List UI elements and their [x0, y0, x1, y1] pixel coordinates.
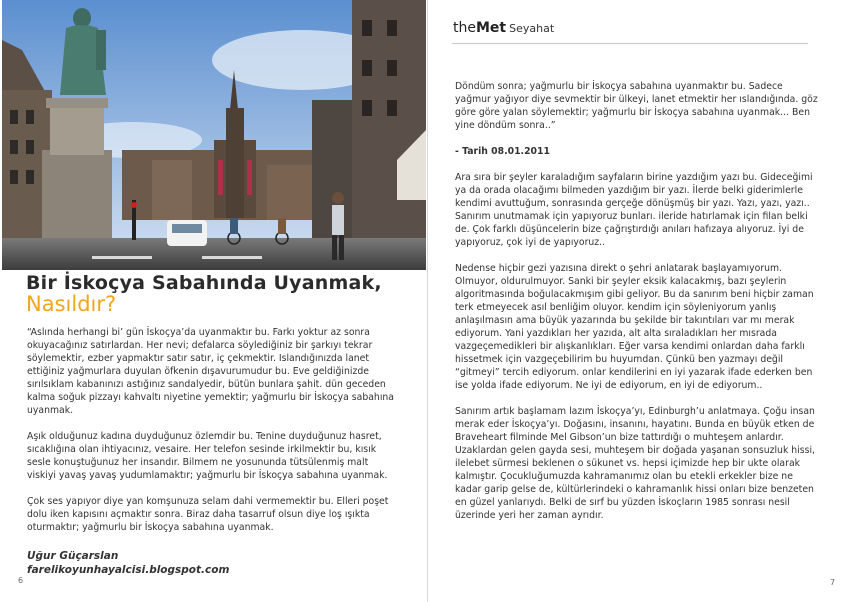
brand-prefix: the	[453, 20, 476, 36]
left-paragraph-2: Aşık olduğunuz kadına duyduğunuz özlemdir bu. Tenine duyduğunuz hasret, sıcaklığına olan ihtiyacınız, vesaire. Her telefon sesinde irkilmektir bu, kısık sesle konuştuğunuz her insandır. Bilmem ne yosununda tütsülenmiş malt viskiyi yavaş yavaş yudumlamaktır; yağmurlu bir İskoçya sabahına uyanmak.	[27, 431, 388, 481]
page-number-left: 6	[18, 576, 24, 585]
edinburgh-photo	[2, 0, 426, 270]
right-paragraph-4: Sanırım artık başlamam lazım İskoçya’yı, Edinburgh’u anlatmaya. Çoğu insan merak eder İskoçya’yı. Doğasını, insanını, hayatını. Bunda en büyük etken de Braveheart filminde Mel Gibson’un bize tattırdığı o muhteşem anlardır. Uzaklardan gelen gayda sesi, muhteşem bir doğada yaşanan sonsuzluk hissi, ilelebet sürmesi beklenen o sükunet vs. hepsi içimizde hep bir ukte olarak kalmıştır. Çocukluğumuzda kahramanımız olan bu etekli erkekler bize ne kadar garip gelse de, kültürlerindeki o kahramanlık hissi onları bize benzeten en güzel yanlarıydı. Belki de sırf bu yüzden İskoçların 1985 sonrası nesil üzerinde yeri her zaman ayrıdır.	[455, 406, 815, 521]
page-number-right: 7	[830, 578, 836, 587]
left-paragraph-1: “Aslında herhangi bi’ gün İskoçya’da uyanmaktır bu. Farkı yoktur az sonra okuyacağınız satırlardan. Her nevi; defalarca söylediğiniz bir şarkıyı tekrar söylemektir, ezber yapmaktır satır satır, iç çekmektir. Islandığınızda lanet ettiğiniz yağmurlara duyulan öfkenin dışavurumudur bu. Eve geldiğinizde sırılsıklam kabanınızı astığınız sandalyedir, bütün bunlara şahit. dün geceden kalma soğuk pizzayı kahvaltı niyetine yemektir; yağmurlu bir İskoçya sabahına uyanmak.	[27, 327, 394, 416]
article-title-line2: Nasıldır?	[26, 292, 117, 316]
magazine-brand	[453, 20, 554, 36]
right-paragraph-1: Döndüm sonra; yağmurlu bir İskoçya sabahına uyanmaktır bu. Sadece yağmur yağıyor diye sevmektir bir ülkeyi, lanet etmektir her ıslandığında. göz göre göre yalan söylemektir; yağmurlu bir İskoçya sabahına uyanmak... Ben yine döndüm sonra..”	[455, 81, 818, 131]
right-paragraph-2: Ara sıra bir şeyler karaladığım sayfaların birine yazdığım yazı bu. Gideceğimi ya da orada olacağımı bilmeden yazdığım bir yazı. İlerde belki giderimlerle kendimi avuttuğum, sonrasında gerçeğe dönüşmüş bir yazı. Yazı, yazı, yazı.. Sanırım unutmamak için yapıyoruz bunları. ileride hatırlamak için filan belki de. Çok farklı düşüncelerin bize çağrıştırdığı anıları hafızaya alıyoruz. İyi de yapıyoruz, çok iyi de yapıyoruz..	[455, 172, 813, 248]
left-paragraph-3: Çok ses yapıyor diye yan komşunuza selam dahi vermemektir bu. Elleri poşet dolu iken kapısını açmaktır sonra. Biraz daha tasarruf olsun diye loş ışıkta oturmaktır; yağmurlu bir İskoçya sabahına uyanmak.	[27, 496, 389, 533]
header-divider	[452, 43, 808, 44]
article-title-line1: Bir İskoçya Sabahında Uyanmak,	[26, 272, 382, 294]
author-name: Uğur Güçarslan	[27, 550, 119, 562]
author-block	[27, 549, 229, 577]
right-body-text	[455, 80, 818, 522]
right-paragraph-3: Nedense hiçbir gezi yazısına direkt o şehri anlatarak başlayamıyorum. Olmuyor, oldurulmuyor. Sanki bir şeyler eksik kalacakmış, bazı şeylerin algoritmasında boğulacakmışım gibi geliyor. Bu da sanırım beni hiçbir zaman terk etmeyecek asıl benliğim oluyor. kendim için söyleniyorum yanlış anlaşılmasın ama büyük yazarında bu şekilde bir takıntıları var mı merak ediyorum. Yani yazdıkları her yazıda, alt alta sıraladıkları her mısrada vazgeçemedikleri bir alışkanlıkları. Eğer varsa kendimi onlardan daha farklı hissetmek için vazgeçebilirim bu huyumdan. Çünkü ben yazmayı değil “gitmeyi” tercih ediyorum. onlar kendilerini en iyi yazarak ifade ederken ben ise yolda ifade ediyorum. Ne iyi de ediyorum, en iyi de ediyorum..	[455, 263, 814, 391]
left-body-text	[27, 326, 395, 534]
author-blog: farelikoyunhayalcisi.blogspot.com	[27, 564, 230, 576]
section-label: Seyahat	[509, 22, 555, 35]
brand-name: Met	[475, 20, 507, 36]
left-page	[0, 0, 426, 602]
date-line: - Tarih 08.01.2011	[455, 146, 550, 157]
